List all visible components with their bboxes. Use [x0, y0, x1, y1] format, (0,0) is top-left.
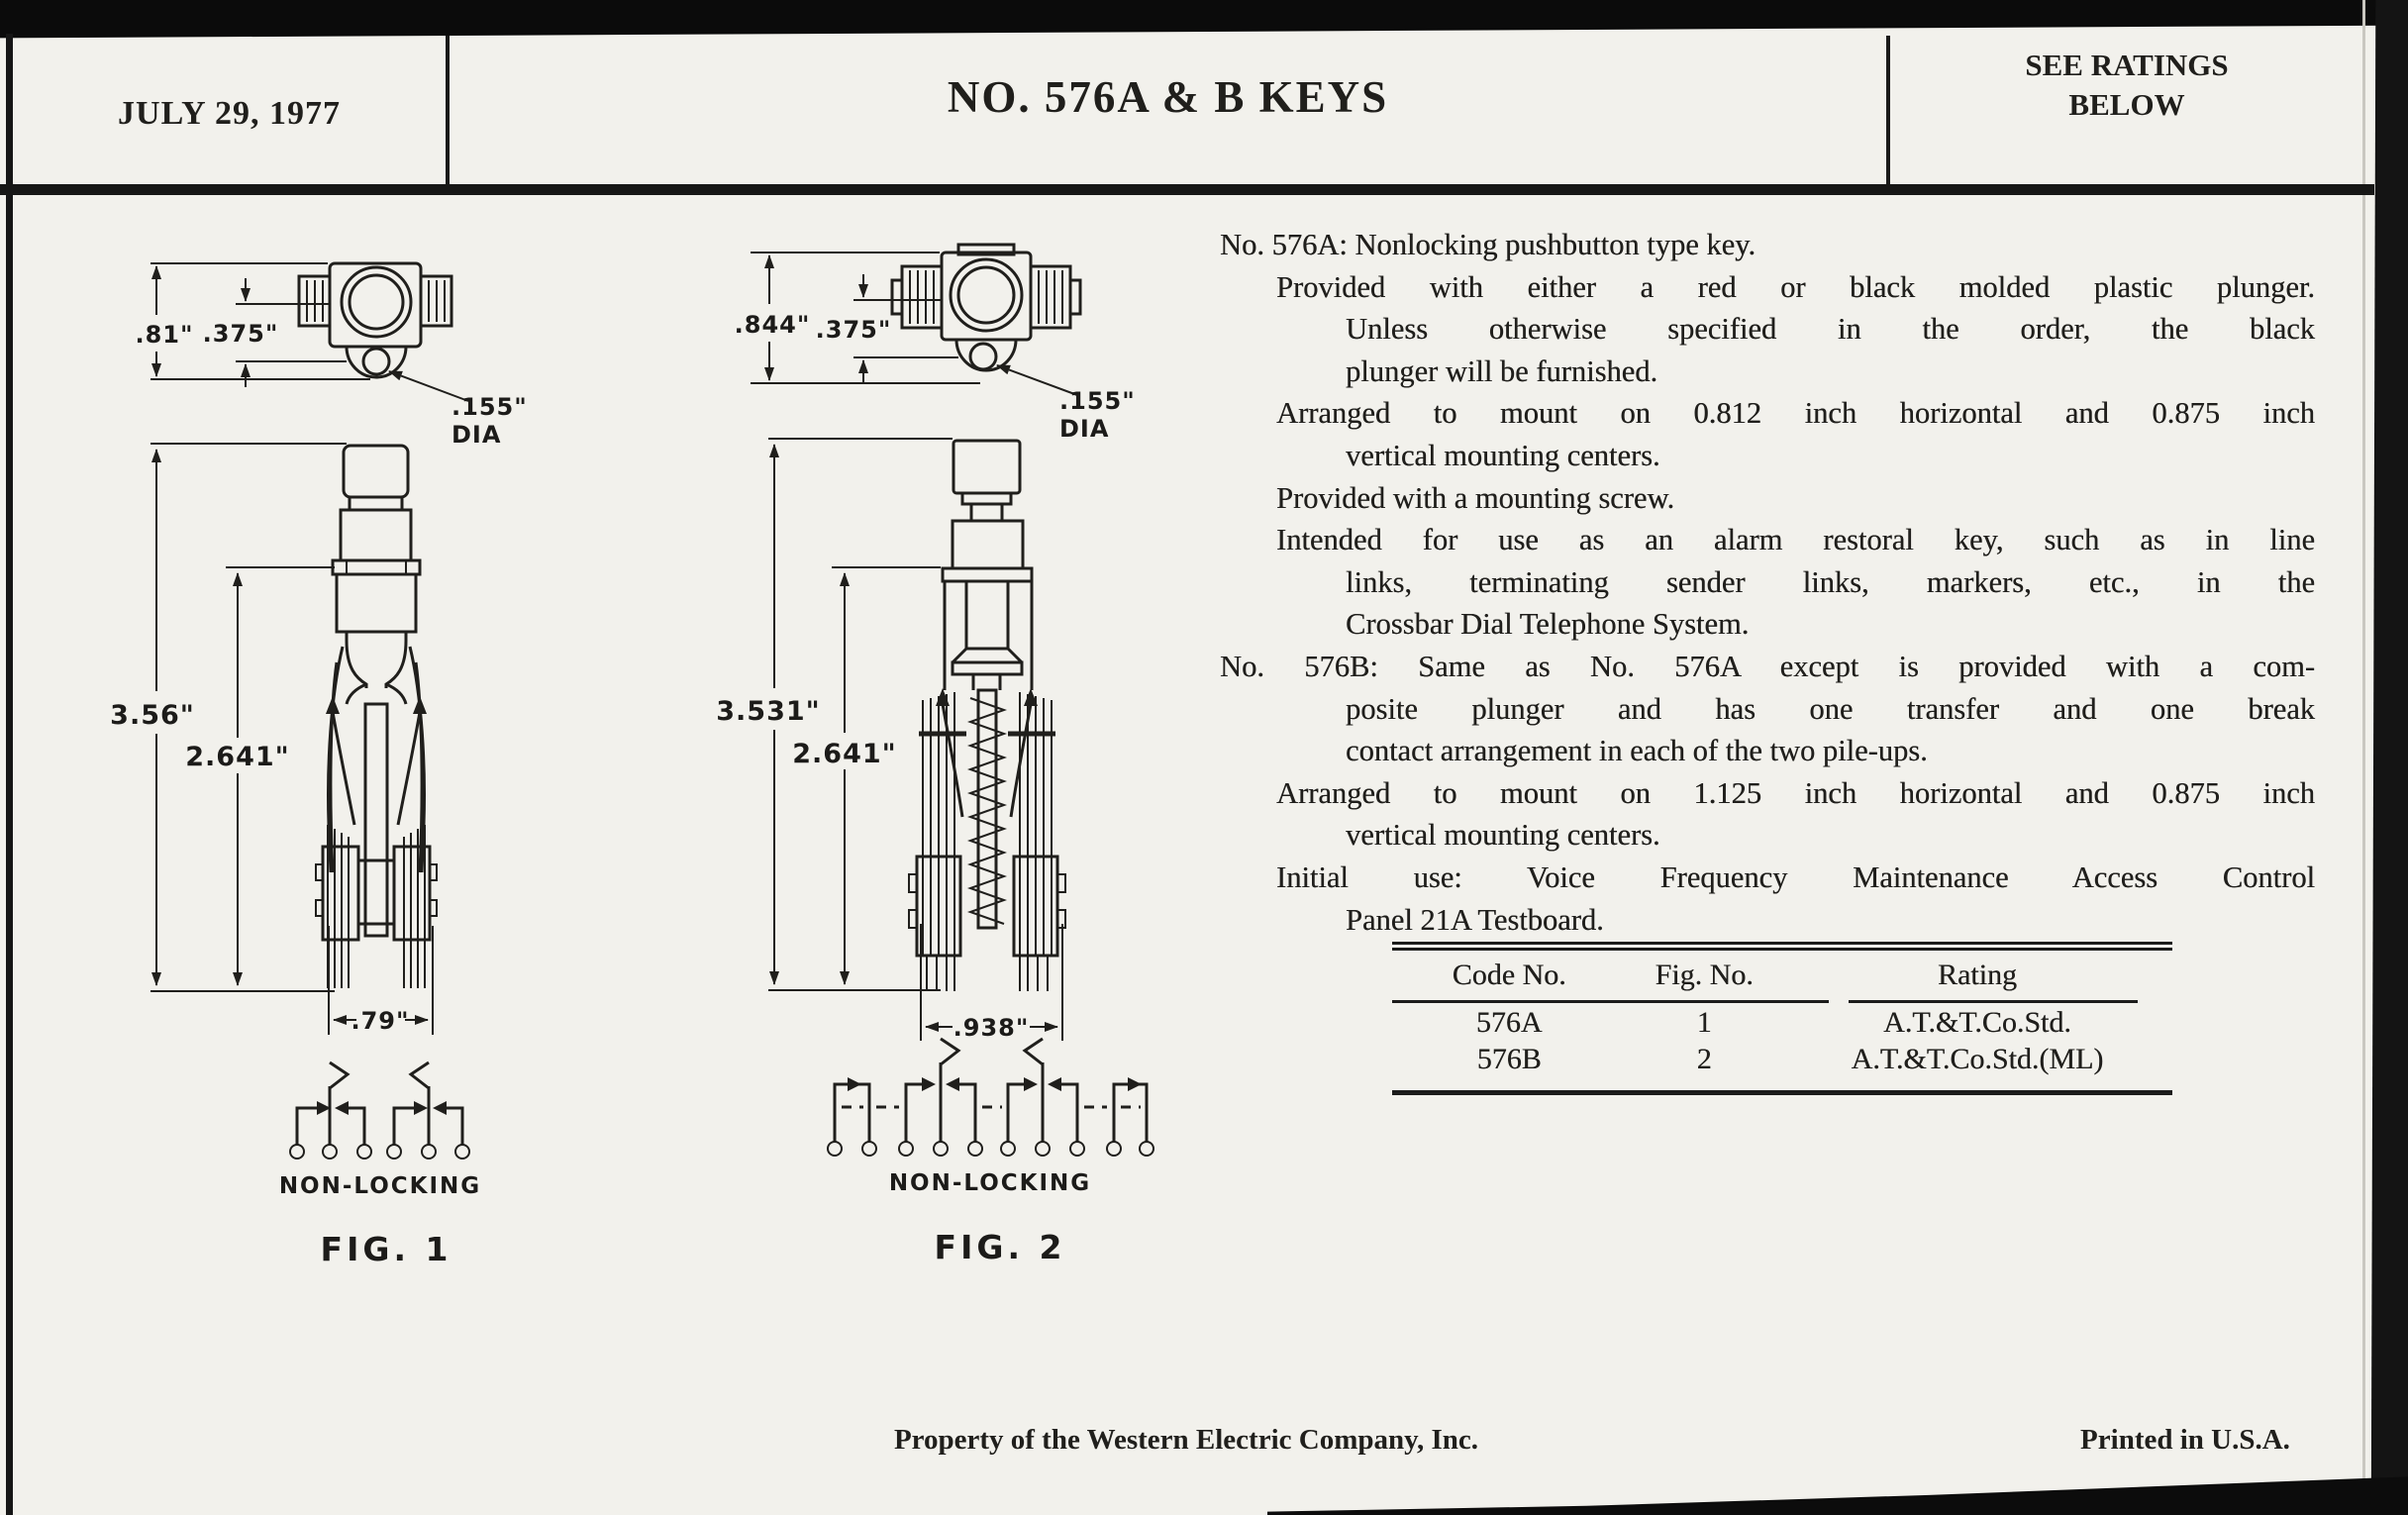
fig2-dim-top-height: .844" [734, 311, 811, 339]
table-header-rule-right [1849, 1000, 2138, 1003]
printed-notice: Printed in U.S.A. [2080, 1424, 2290, 1456]
table-row [1392, 1041, 2172, 1077]
fig1-top-view [299, 263, 452, 377]
scan-edge-right [2370, 0, 2408, 1515]
fig1-locking-label: NON-LOCKING [278, 1173, 482, 1199]
fig2-locking-label: NON-LOCKING [888, 1170, 1092, 1196]
ratings-note-line1: SEE RATINGS [2025, 48, 2229, 82]
header-rule [0, 184, 2374, 195]
cell-rating: A.T.&T.Co.Std.(ML) [1851, 1042, 2104, 1075]
description-line: vertical mounting centers. [1346, 438, 1660, 472]
table-header-rule [1392, 1000, 2172, 1004]
figure-2-drawing [693, 223, 1287, 1302]
scan-edge-left [6, 34, 13, 1515]
fig1-top-dimensions [135, 263, 527, 449]
fig1-dim-inner: 2.641" [185, 742, 290, 772]
cell-code: 576A [1475, 1005, 1543, 1039]
fig1-dim-hole-dia: .155" [452, 393, 528, 421]
column-header-rating: Rating [1937, 959, 2017, 991]
ratings-note [1890, 46, 2363, 125]
description-line: Panel 21A Testboard. [1346, 902, 1604, 937]
fig1-dim-top-height: .81" [135, 321, 194, 349]
fig2-dim-width: .938" [953, 1014, 1030, 1042]
fig1-dim-top-offset: .375" [202, 320, 279, 348]
fig2-contact-schematic [828, 1039, 1154, 1156]
fig1-dim-overall: 3.56" [110, 700, 195, 731]
fig2-top-view [892, 245, 1080, 370]
column-header-fig: Fig. No. [1655, 959, 1754, 991]
fig1-side-view [316, 446, 437, 988]
cell-code: 576B [1476, 1042, 1542, 1075]
description-line: links, terminating sender links, markers, etc., in the [1346, 564, 2315, 599]
figure-1-drawing [87, 231, 648, 1297]
description-line: vertical mounting centers. [1346, 818, 1660, 853]
scan-page-edge-shadow [2362, 0, 2365, 1515]
table-row [1392, 1004, 2172, 1041]
description-line: Intended for use as an alarm restoral key, such as in line [1276, 523, 2315, 557]
description-line: No. 576B: Same as No. 576A except is provided with a com- [1220, 649, 2315, 683]
description-line: Provided with a mounting screw. [1276, 480, 1675, 515]
fig1-contact-schematic [290, 1062, 469, 1159]
fig1-dim-hole-dia-unit: DIA [452, 421, 502, 449]
description-line: Arranged to mount on 0.812 inch horizontal and 0.875 inch [1276, 396, 2315, 431]
fig1-side-dimensions [110, 444, 433, 1035]
table-header-row [1392, 951, 2172, 1000]
description-line: No. 576A: Nonlocking pushbutton type key. [1220, 228, 1756, 261]
issue-date: JULY 29, 1977 [118, 95, 341, 132]
description-line: plunger will be furnished. [1346, 354, 1658, 388]
table-top-rule [1392, 942, 2172, 951]
cell-rating: A.T.&T.Co.Std. [1883, 1005, 2071, 1039]
fig1-caption: FIG. 1 [320, 1230, 452, 1268]
description-line: Provided with either a red or black molded plastic plunger. [1276, 269, 2315, 304]
fig2-dim-overall: 3.531" [716, 696, 821, 727]
description-line: Arranged to mount on 1.125 inch horizontal and 0.875 inch [1276, 775, 2315, 810]
ratings-note-line2: BELOW [2068, 87, 2185, 122]
fig2-caption: FIG. 2 [934, 1228, 1066, 1266]
cell-fig: 2 [1696, 1042, 1712, 1075]
description-line: posite plunger and has one transfer and one break [1346, 691, 2315, 726]
page-title: NO. 576A & B KEYS [947, 72, 1389, 122]
cell-fig: 1 [1696, 1005, 1712, 1039]
scan-edge-bottom [1267, 1473, 2408, 1515]
table-bottom-rule [1392, 1090, 2172, 1095]
fig2-dim-inner: 2.641" [792, 739, 897, 769]
scan-edge-top [0, 0, 2408, 40]
fig2-side-view [909, 441, 1065, 991]
fig2-side-dimensions [716, 439, 1062, 1042]
description-line: Unless otherwise specified in the order, the black [1346, 312, 2315, 347]
column-header-code: Code No. [1452, 959, 1566, 991]
description-line: Crossbar Dial Telephone System. [1346, 607, 1750, 642]
table-header-rule-left [1392, 1000, 1829, 1003]
fig1-dim-width: .79" [351, 1007, 410, 1035]
ratings-table [1392, 942, 2172, 1095]
fig2-dim-hole-dia: .155" [1059, 387, 1136, 415]
description-block [1220, 224, 2315, 941]
description-line: Initial use: Voice Frequency Maintenance Access Control [1276, 859, 2315, 894]
property-notice: Property of the Western Electric Company, Inc. [893, 1424, 1479, 1456]
description-line: contact arrangement in each of the two pile-ups. [1346, 734, 1928, 768]
fig2-dim-top-offset: .375" [815, 316, 892, 344]
fig2-dim-hole-dia-unit: DIA [1059, 415, 1110, 443]
